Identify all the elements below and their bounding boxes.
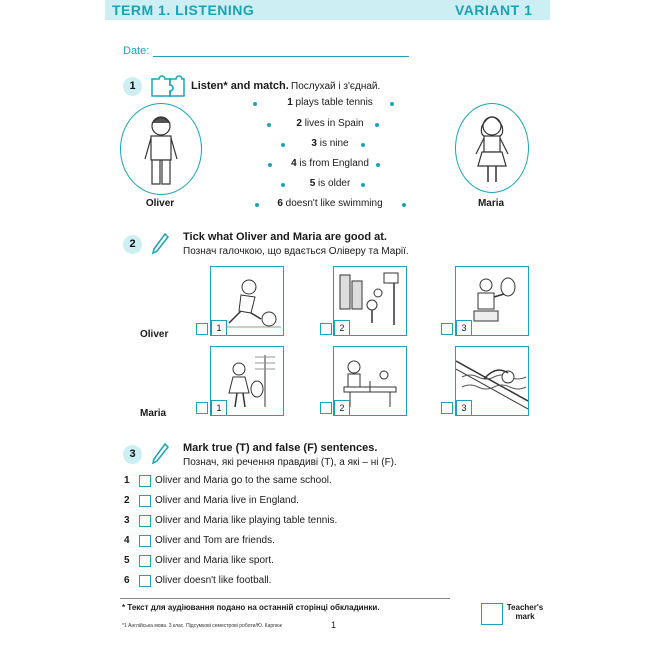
task3-title: Mark true (T) and false (F) sentences.: [183, 442, 378, 454]
page-number: 1: [331, 620, 337, 630]
tick-checkbox[interactable]: [441, 323, 453, 335]
picture-number: 2: [334, 320, 350, 336]
oliver-portrait: [120, 103, 202, 195]
task2-number: 2: [123, 235, 142, 254]
task2-subtitle: Познач галочкою, що вдається Оліверу та Марії.: [183, 246, 409, 257]
puzzle-icon: [150, 75, 186, 97]
date-field[interactable]: [153, 56, 409, 57]
task3-number: 3: [123, 445, 142, 464]
row-label-oliver: Oliver: [140, 329, 169, 340]
statement-4: 4 is from England: [291, 158, 369, 169]
date-label: Date:: [123, 45, 150, 57]
sentence-number: 3: [124, 515, 130, 526]
statement-1: 1 plays table tennis: [287, 97, 373, 108]
tick-checkbox[interactable]: [441, 402, 453, 414]
sentence-text: Oliver and Maria go to the same school.: [155, 475, 332, 486]
footnote: * Текст для аудіювання подано на останній сторінці обкладинки.: [122, 603, 380, 612]
sentence-number: 5: [124, 555, 130, 566]
tick-checkbox[interactable]: [196, 323, 208, 335]
sentence-text: Oliver and Maria like playing table tennis.: [155, 515, 338, 526]
term-title: TERM 1. LISTENING: [112, 2, 255, 18]
statement-3: 3 is nine: [311, 138, 349, 149]
sentence-number: 4: [124, 535, 130, 546]
task1-subtitle: Послухай і з'єднай.: [291, 81, 381, 92]
sentence-text: Oliver and Tom are friends.: [155, 535, 275, 546]
maria-name: Maria: [477, 198, 505, 209]
picture-number: 2: [334, 400, 350, 416]
boy-drawing: [121, 104, 201, 194]
tf-checkbox[interactable]: [139, 515, 151, 527]
sentence-number: 2: [124, 495, 130, 506]
tf-checkbox[interactable]: [139, 535, 151, 547]
sentence-number: 6: [124, 575, 130, 586]
maria-portrait: [455, 103, 529, 193]
row-label-maria: Maria: [140, 408, 167, 419]
task2-title: Tick what Oliver and Maria are good at.: [183, 231, 387, 243]
oliver-name: Oliver: [145, 198, 175, 209]
task1-number: 1: [123, 77, 142, 96]
tf-checkbox[interactable]: [139, 575, 151, 587]
sentence-text: Oliver and Maria like sport.: [155, 555, 274, 566]
statement-6: 6 doesn't like swimming: [277, 198, 383, 209]
tf-checkbox[interactable]: [139, 475, 151, 487]
statement-2: 2 lives in Spain: [296, 118, 364, 129]
picture-number: 1: [211, 320, 227, 336]
pencil-icon: [150, 442, 170, 468]
sentence-text: Oliver doesn't like football.: [155, 575, 272, 586]
match-dot-right[interactable]: [390, 102, 394, 106]
variant-title: VARIANT 1: [455, 2, 533, 18]
girl-drawing: [456, 104, 528, 192]
match-dot-right[interactable]: [375, 123, 379, 127]
tick-checkbox[interactable]: [320, 323, 332, 335]
sentence-number: 1: [124, 475, 130, 486]
task3-subtitle: Познач, які речення правдиві (T), а які – ні (F).: [183, 457, 397, 468]
match-dot-right[interactable]: [361, 143, 365, 147]
match-dot-right[interactable]: [376, 163, 380, 167]
publisher-line: *1 Англійська мова. 3 клас. Підсумкові семестрові роботи/Ю. Карпюк: [122, 623, 282, 629]
tf-checkbox[interactable]: [139, 555, 151, 567]
pencil-icon: [150, 232, 170, 258]
tick-checkbox[interactable]: [320, 402, 332, 414]
tick-checkbox[interactable]: [196, 402, 208, 414]
picture-number: 3: [456, 320, 472, 336]
tf-checkbox[interactable]: [139, 495, 151, 507]
sentence-text: Oliver and Maria live in England.: [155, 495, 299, 506]
picture-number: 1: [211, 400, 227, 416]
task1-title: Listen* and match.: [191, 80, 289, 92]
footnote-divider: [120, 598, 450, 599]
match-dot-right[interactable]: [402, 203, 406, 207]
teachers-mark-label: Teacher's mark: [506, 603, 544, 621]
match-dot-right[interactable]: [361, 183, 365, 187]
picture-number: 3: [456, 400, 472, 416]
statement-5: 5 is older: [309, 178, 351, 189]
